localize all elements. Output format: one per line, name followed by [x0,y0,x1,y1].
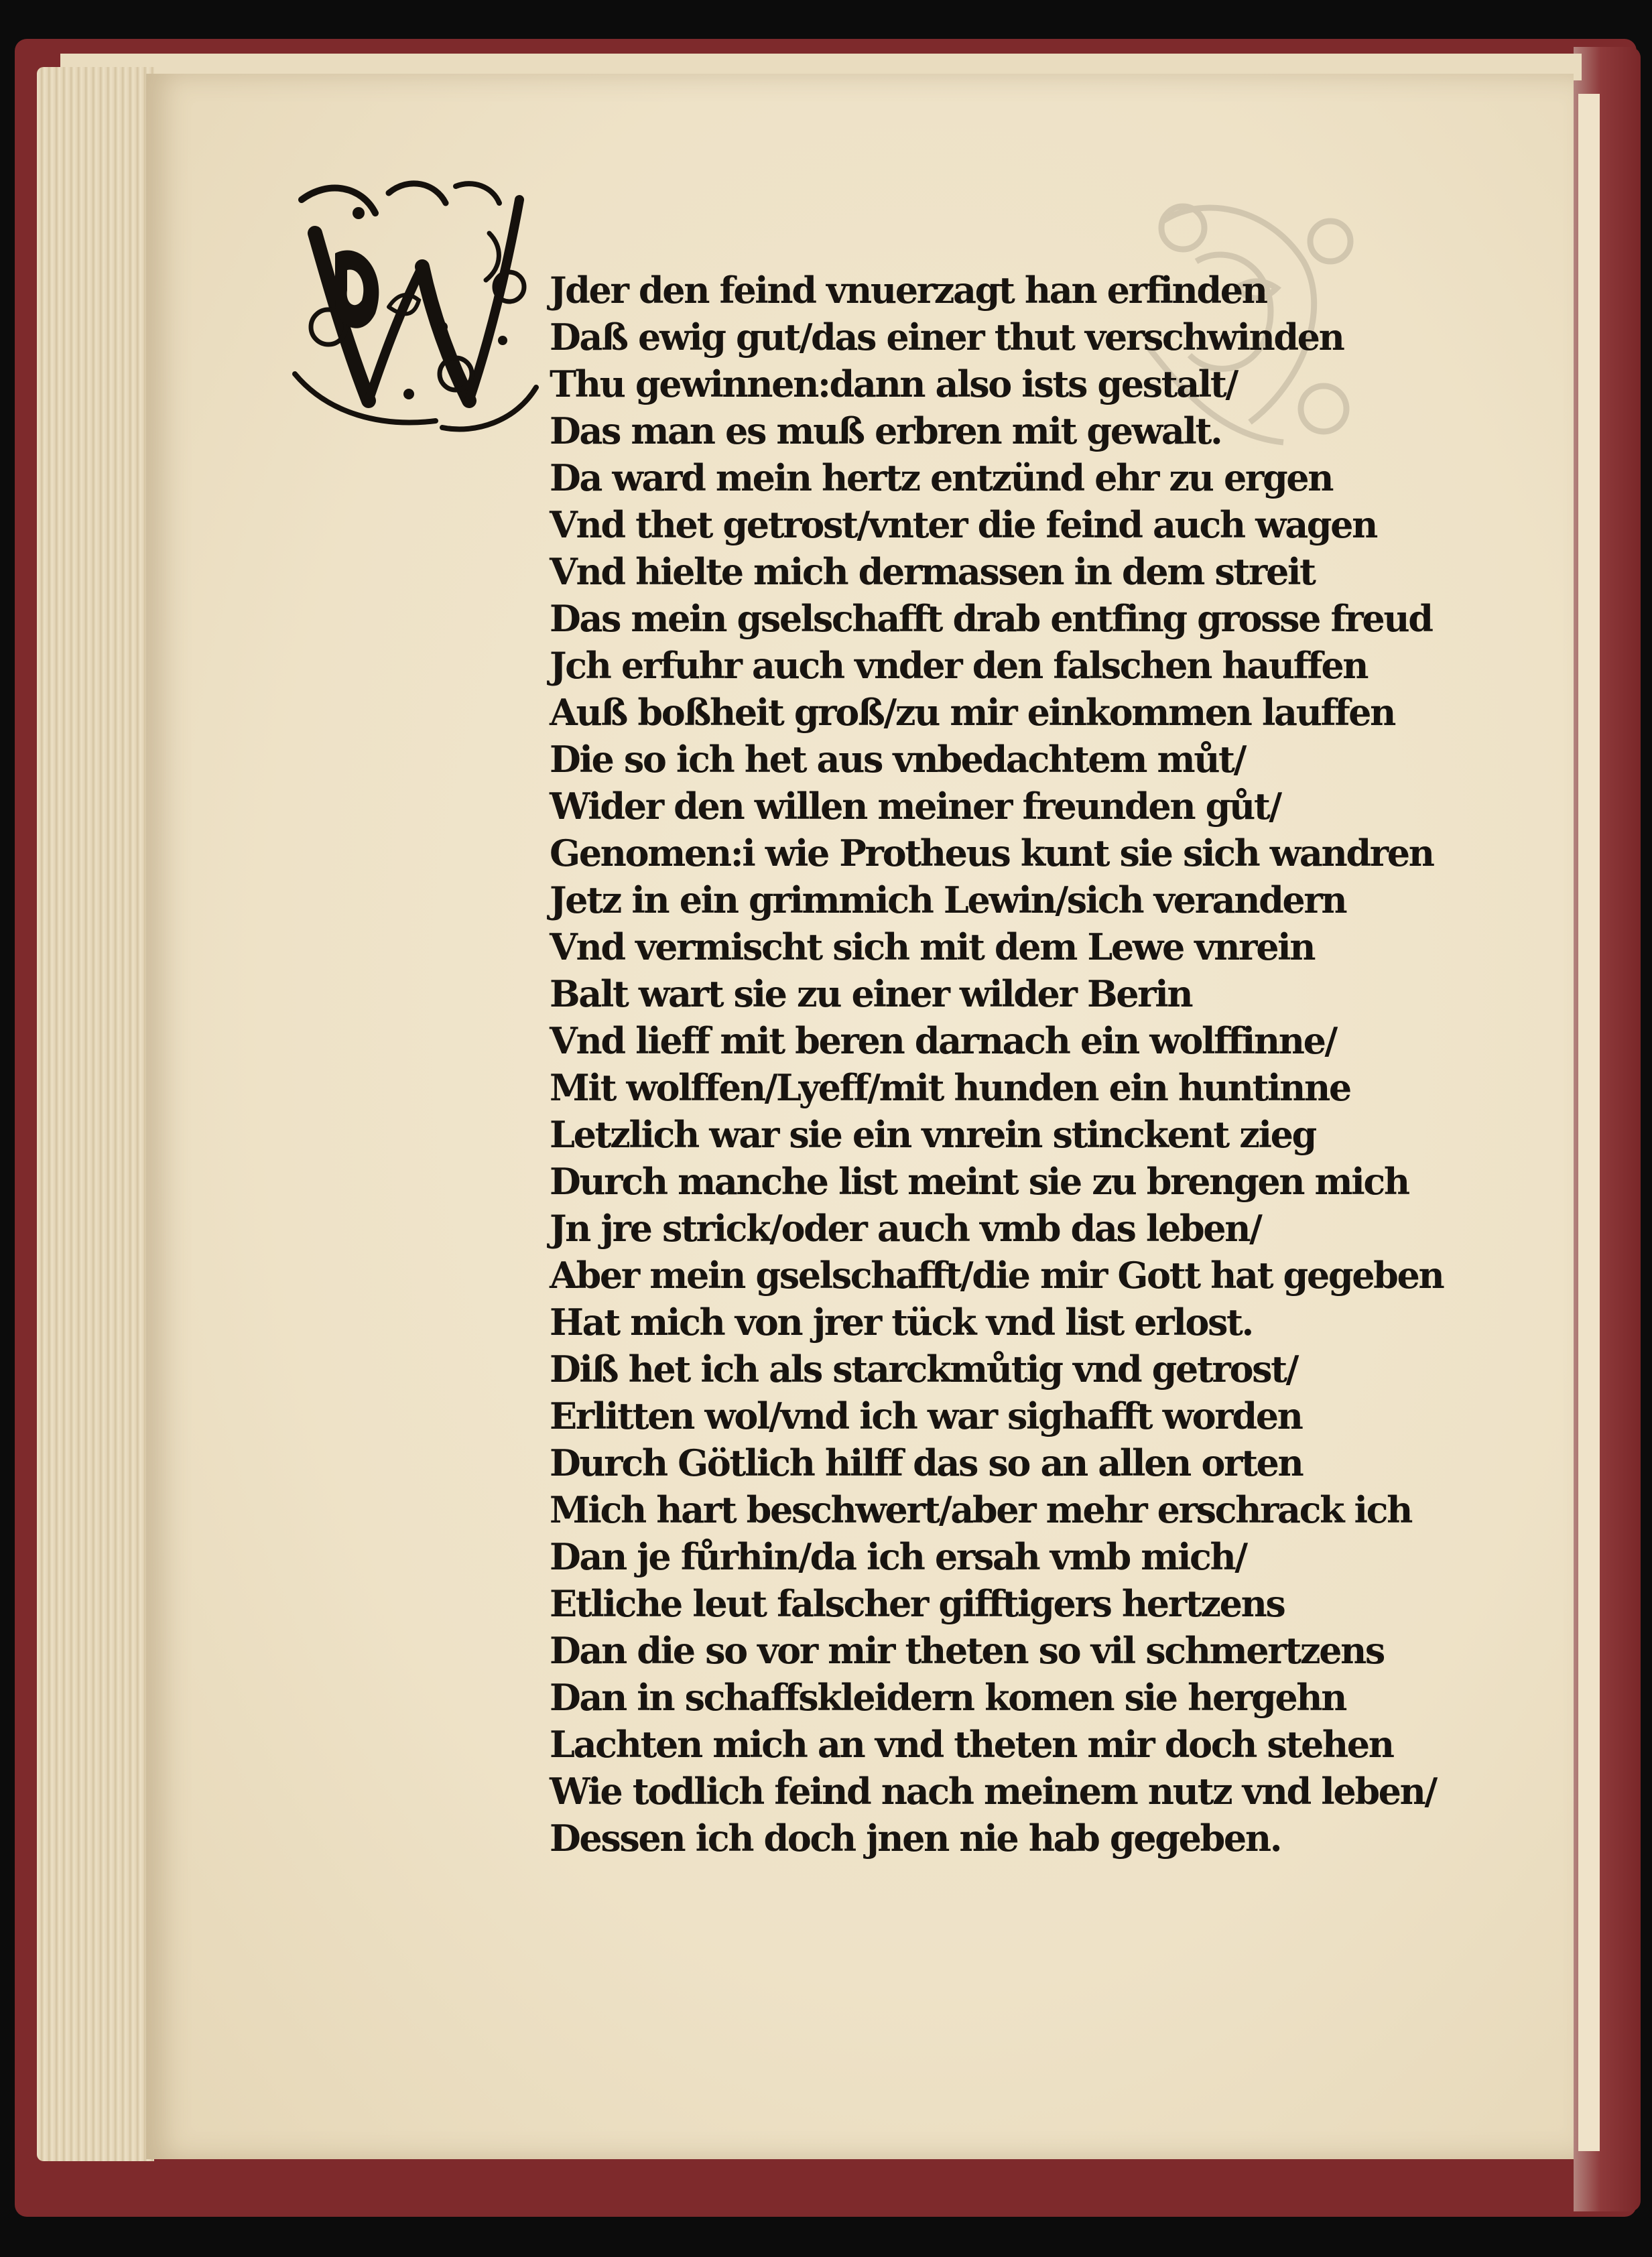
text-line: Aber mein gselschafft/die mir Gott hat gegeben [550,1254,1444,1297]
text-line: Da ward mein hertz entzünd ehr zu ergen [550,456,1333,499]
text-line: Wider den willen meiner freunden gůt/ [550,785,1281,828]
text-line: Jetz in ein grimmich Lewin/sich verandern [550,879,1346,921]
text-line: Durch Götlich hilff das so an allen orten [550,1441,1303,1484]
text-line: Diß het ich als starckmůtig vnd getrost/ [550,1348,1297,1391]
text-line: Hat mich von jrer tück vnd list erlost. [550,1301,1253,1344]
text-line: Dan in schaffskleidern komen sie hergehn [550,1676,1346,1719]
text-line: Jn jre strick/oder auch vmb das leben/ [550,1207,1261,1250]
text-line: Vnd thet getrost/vnter die feind auch wagen [550,503,1377,546]
text-line: Jch erfuhr auch vnder den falschen hauffen [550,644,1368,687]
text-line: Etliche leut falscher gifftigers hertzens [550,1582,1285,1625]
text-line: Die so ich het aus vnbedachtem můt/ [550,738,1245,781]
text-line: Dan je fůrhin/da ich ersah vmb mich/ [550,1535,1247,1578]
text-line: Vnd vermischt sich mit dem Lewe vnrein [550,925,1315,968]
text-line: Balt wart sie zu einer wilder Berin [550,972,1192,1015]
next-page-edge [1578,94,1600,2151]
text-line: Daß ewig gut/das einer thut verschwinden [550,316,1344,359]
text-line: Durch manche list meint sie zu brengen mich [550,1160,1409,1203]
poem-text [550,267,1444,1862]
text-line: Vnd hielte mich dermassen in dem streit [550,550,1315,593]
text-line: Thu gewinnen:dann also ists gestalt/ [550,363,1237,405]
page-stack-left [37,67,154,2161]
text-line: Dan die so vor mir theten so vil schmertzens [550,1629,1384,1672]
text-line: Mit wolffen/Lyeff/mit hunden ein huntinne [550,1066,1350,1109]
text-line: Lachten mich an vnd theten mir doch stehen [550,1723,1393,1766]
text-line: Genomen:i wie Protheus kunt sie sich wandren [550,832,1434,875]
text-line: Auß boßheit groß/zu mir einkommen lauffen [550,691,1395,734]
text-line: Letzlich war sie ein vnrein stinckent zieg [550,1113,1316,1156]
text-line: Wie todlich feind nach meinem nutz vnd leben/ [550,1770,1436,1813]
text-line: Das man es muß erbren mit gewalt. [550,409,1222,452]
ornamental-initial-w-icon [288,173,546,441]
text-line: Das mein gselschafft drab entfing grosse freud [550,597,1432,640]
text-line: Vnd lieff mit beren darnach ein wolffinne/ [550,1019,1336,1062]
text-line: Jder den feind vnuerzagt han erfinden [550,269,1267,312]
text-line: Mich hart beschwert/aber mehr erschrack ich [550,1488,1411,1531]
text-line: Dessen ich doch jnen nie hab gegeben. [550,1817,1281,1860]
text-line: Erlitten wol/vnd ich war sighafft worden [550,1395,1302,1437]
